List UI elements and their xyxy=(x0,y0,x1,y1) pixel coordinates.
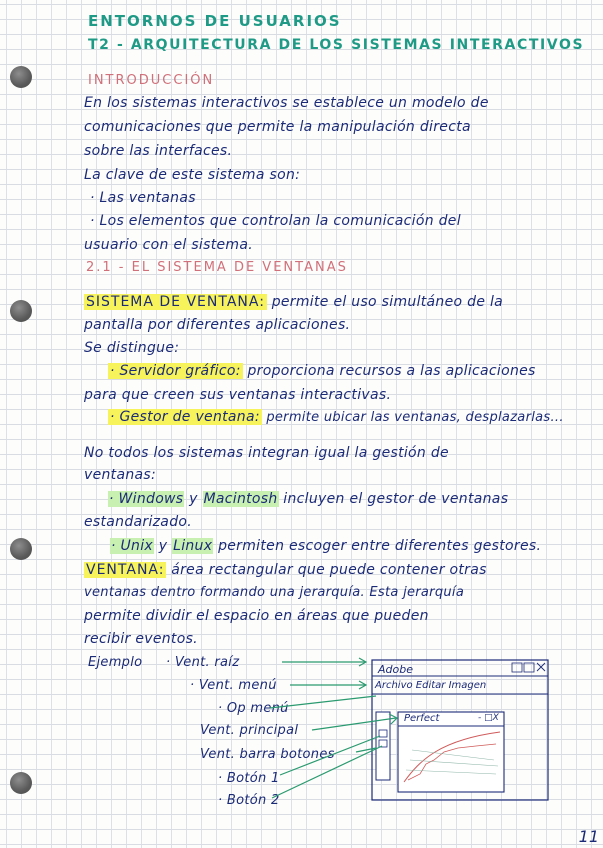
unix-term: · Unix xyxy=(111,538,153,554)
gestor-def: permite ubicar las ventanas, desplazarlas... xyxy=(261,410,564,425)
sv-term: SISTEMA DE VENTANA: xyxy=(86,294,265,310)
intro-heading: INTRODUCCIÓN xyxy=(88,73,215,88)
unix-conj: y xyxy=(154,538,173,554)
linux-term: Linux xyxy=(173,538,213,554)
ejemplo-item-boton-1: · Botón 1 xyxy=(218,771,280,786)
macintosh-term: Macintosh xyxy=(203,491,278,507)
windows-def: incluyen el gestor de ventanas xyxy=(278,491,509,507)
menu-bar-items: Archivo Editar Imagen xyxy=(375,680,487,691)
sv-def-line: pantalla por diferentes aplicaciones. xyxy=(84,317,351,333)
ventana-def: área rectangular que puede contener otras xyxy=(166,562,487,578)
gestor-term: · Gestor de ventana: xyxy=(110,409,260,425)
intro-line: comunicaciones que permite la manipulación directa xyxy=(84,119,471,135)
ejemplo-item-boton-2: · Botón 2 xyxy=(218,793,280,808)
section-heading: 2.1 - EL SISTEMA DE VENTANAS xyxy=(86,260,348,275)
ventana-def-line: recibir eventos. xyxy=(84,631,198,647)
child-window-buttons: - □X xyxy=(478,713,499,723)
child-window-frame xyxy=(398,712,504,792)
ejemplo-label: Ejemplo xyxy=(88,655,143,670)
page-subtitle: T2 - ARQUITECTURA DE LOS SISTEMAS INTERACTIVOS xyxy=(88,37,585,53)
ventana-term: VENTANA: xyxy=(86,562,165,578)
windows-line-2: estandarizado. xyxy=(84,514,192,530)
intro-line: usuario con el sistema. xyxy=(84,237,253,253)
close-icon xyxy=(537,663,545,671)
servidor-def: proporciona recursos a las aplicaciones xyxy=(242,363,536,379)
window-title: Adobe xyxy=(378,663,413,676)
intro-line: sobre las interfaces. xyxy=(84,143,233,159)
windows-conj: y xyxy=(184,491,203,507)
page-number: 11 xyxy=(578,827,599,846)
page-title: ENTORNOS DE USUARIOS xyxy=(88,12,342,30)
unix-def: permiten escoger entre diferentes gestores. xyxy=(213,538,542,554)
windows-term: · Windows xyxy=(109,491,184,507)
ventana-def-line: permite dividir el espacio en áreas que pueden xyxy=(84,608,429,624)
gestion-line: No todos los sistemas integran igual la gestión de xyxy=(84,445,449,461)
servidor-term: · Servidor gráfico: xyxy=(110,363,241,379)
intro-line: · Las ventanas xyxy=(90,190,196,206)
ejemplo-item-vent-principal: Vent. principal xyxy=(200,723,299,738)
gestion-line: ventanas: xyxy=(84,467,157,483)
ejemplo-item-vent-raiz: · Vent. raíz xyxy=(166,655,240,670)
servidor-line-2: para que creen sus ventanas interactivas. xyxy=(84,387,392,403)
intro-line: En los sistemas interactivos se establece un modelo de xyxy=(84,95,489,111)
intro-line: La clave de este sistema son: xyxy=(84,167,301,183)
toolbar-window xyxy=(376,712,390,780)
ejemplo-item-op-menu: · Op menú xyxy=(218,701,289,716)
sv-def: permite el uso simultáneo de la xyxy=(266,294,504,310)
arrow-op-menu xyxy=(270,696,376,708)
ejemplo-item-vent-menu: · Vent. menú xyxy=(190,678,277,693)
ventana-def-line: ventanas dentro formando una jerarquía. Esta jerarquía xyxy=(84,585,465,600)
child-window-title: Perfect xyxy=(404,713,440,724)
ejemplo-item-barra-botones: Vent. barra botones xyxy=(200,747,335,762)
sv-distingue: Se distingue: xyxy=(84,340,180,356)
intro-line: · Los elementos que controlan la comunicación del xyxy=(90,213,461,229)
minimize-icon xyxy=(512,663,522,672)
arrow-boton-1 xyxy=(280,736,380,775)
maximize-icon xyxy=(524,663,534,672)
